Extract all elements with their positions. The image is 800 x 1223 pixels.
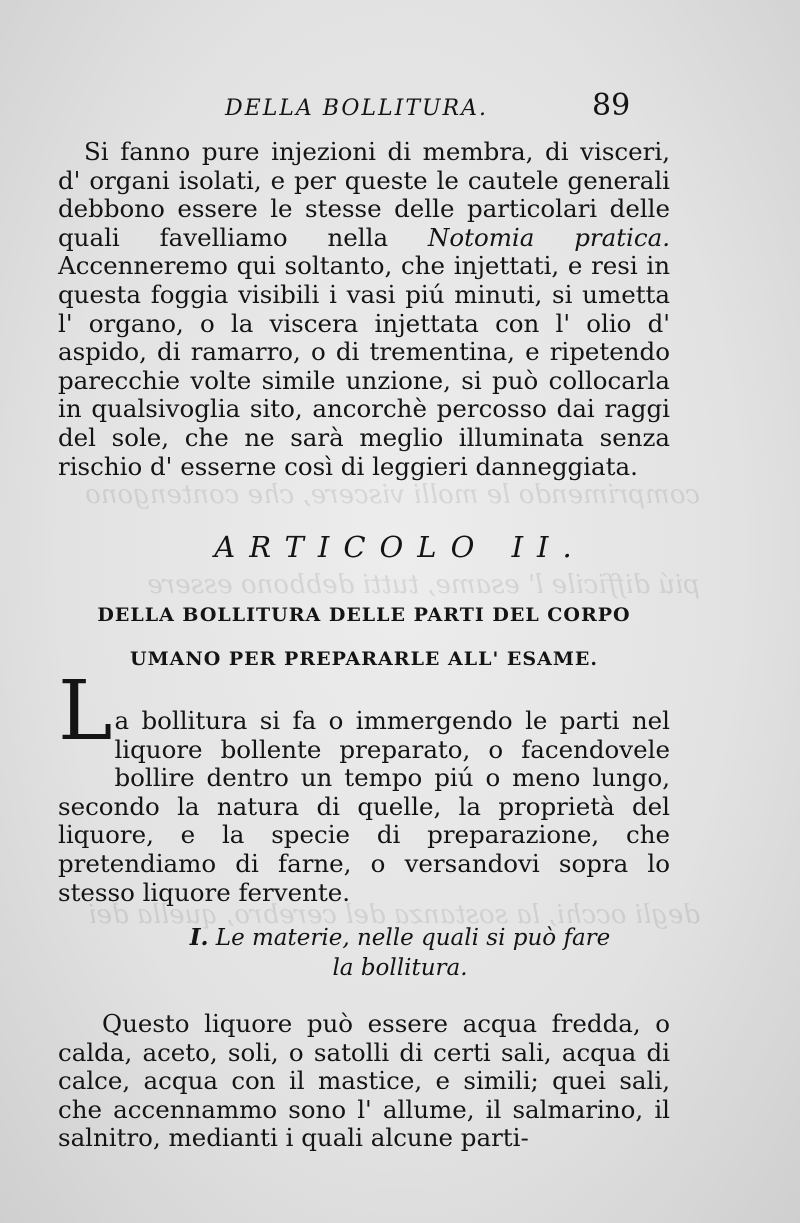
article-heading: ARTICOLO II.	[214, 530, 586, 564]
paragraph-1-italic: Notomia pratica.	[427, 222, 670, 252]
page-number: 89	[592, 88, 631, 123]
bleed-through: comprimendo le molli viscere, che contengono	[85, 480, 700, 510]
section-title-line-2: la bollitura.	[332, 955, 468, 981]
bleed-through: piú difficile l' esame, tutti debbono essere	[147, 570, 700, 600]
paragraph-1-text: Si fanno pure injezioni di membra, di visceri, d' organi isolati, e per queste le cautele generali debbono essere le stesse delle particolari delle quali favelliamo nella	[58, 137, 670, 252]
article-title-line-1: DELLA BOLLITURA DELLE PARTI DEL CORPO	[97, 604, 631, 626]
article-title	[58, 593, 670, 681]
page-header	[0, 88, 800, 128]
paragraph-1	[58, 138, 670, 481]
paragraph-3: Questo liquore può essere acqua fredda, o calda, aceto, soli, o satolli di certi sali, acqua di calce, acqua con il mastice, e simili; quei sali, che accennammo sono l' allume, il salmarino, il salnitro, medianti i quali alcune parti-	[58, 1009, 670, 1153]
section-title-line-1: Le materie, nelle quali si può fare	[215, 925, 611, 951]
article-title-line-2: UMANO PER PREPARARLE ALL' ESAME.	[130, 648, 598, 670]
bleed-through: degli occhi, la sostanza del cerebro, quella dei	[88, 900, 700, 930]
drop-cap: L	[58, 664, 113, 759]
paragraph-2-text: a bollitura si fa o immergendo le parti nel liquore bollente preparato, o facendovele bollire dentro un tempo piú o meno lungo, secondo la natura di quelle, la proprietà del liquore, e la specie di preparazione, che pretendiamo di farne, o versandovi sopra lo stesso liquore fervente.	[58, 706, 670, 907]
paragraph-2	[58, 664, 670, 907]
section-number: I.	[189, 924, 209, 951]
section-title	[0, 923, 800, 983]
running-head: DELLA BOLLITURA.	[225, 96, 488, 121]
paragraph-1-text-end: Accenneremo qui soltanto, che injettati, e resi in questa foggia visibili i vasi piú minuti, si umetta l' organo, o la viscera injettata con l' olio d' aspido, di ramarro, o di trementina, e ripetendo parecchie volte simile unzione, si può collocarla in qualsivoglia sito, ancorchè percosso dai raggi del sole, che ne sarà meglio illuminata senza rischio d' esserne così di leggieri danneggiata.	[58, 251, 670, 481]
